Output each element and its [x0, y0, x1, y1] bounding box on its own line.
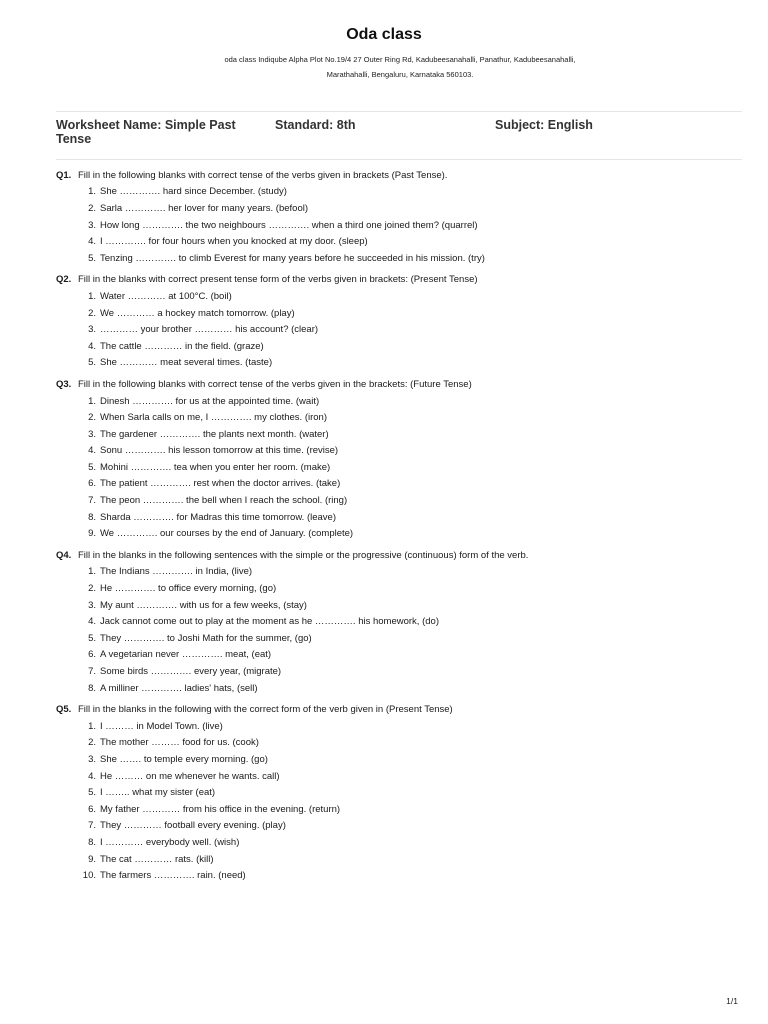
question-block [56, 167, 742, 267]
question-list [56, 167, 742, 884]
item-text: She ……. to temple every morning. (go) [100, 753, 268, 765]
item-number: 2. [88, 737, 96, 749]
item-text: Sharda …………. for Madras this time tomorrow. (leave) [100, 511, 336, 523]
question-item [56, 735, 742, 752]
question-item [56, 784, 742, 801]
item-text: The peon …………. the bell when I reach the school. (ring) [100, 495, 348, 507]
item-number: 1. [88, 395, 96, 407]
question-item [56, 509, 742, 526]
worksheet-name: Worksheet Name: Simple Past Tense [56, 118, 236, 146]
item-text: Dinesh …………. for us at the appointed time. (wait) [100, 395, 320, 407]
question-item [56, 250, 742, 267]
item-text: My aunt …………. with us for a few weeks, (stay) [100, 599, 307, 611]
question-item [56, 443, 742, 460]
item-number: 3. [88, 428, 96, 440]
standard: Standard: 8th [275, 118, 356, 132]
item-text: The Indians …………. in India, (live) [100, 566, 253, 578]
item-text: The patient …………. rest when the doctor arrives. (take) [100, 478, 341, 490]
item-text: How long …………. the two neighbours …………. when a third one joined them? (quarrel) [100, 219, 478, 231]
question-instruction: Fill in the following blanks with correct tense of the verbs given in brackets (Past Tense). [78, 169, 448, 181]
item-number: 4. [88, 770, 96, 782]
item-number: 2. [88, 583, 96, 595]
item-number: 3. [88, 753, 96, 765]
item-number: 8. [88, 836, 96, 848]
item-text: They ………… football every evening. (play) [100, 820, 286, 832]
question-number: Q2. [56, 274, 72, 286]
top-divider [56, 111, 742, 112]
item-number: 1. [88, 186, 96, 198]
question-block [56, 272, 742, 372]
question-block [56, 376, 742, 542]
item-text: The cat ………… rats. (kill) [100, 853, 214, 865]
question-item [56, 217, 742, 234]
question-items [56, 288, 742, 371]
question-item [56, 233, 742, 250]
item-number: 5. [88, 787, 96, 799]
page-title: Oda class [346, 26, 422, 43]
item-number: 2. [88, 307, 96, 319]
subject: Subject: English [495, 118, 593, 132]
item-text: I …………. for four hours when you knocked at my door. (sleep) [100, 236, 368, 248]
address-line-1: oda class Indiqube Alpha Plot No.19/4 27 Outer Ring Rd, Kadubeesanahalli, Panathur, Kadubeesanahalli, [224, 55, 576, 64]
item-text: He ……… on me whenever he wants. call) [100, 770, 280, 782]
question-item [56, 321, 742, 338]
question-items [56, 564, 742, 697]
question-item [56, 409, 742, 426]
question-number: Q3. [56, 378, 72, 390]
item-number: 5. [88, 632, 96, 644]
item-number: 1. [88, 290, 96, 302]
item-number: 2. [88, 412, 96, 424]
item-text: Mohini …………. tea when you enter her room. (make) [100, 461, 331, 473]
item-text: They …………. to Joshi Math for the summer, (go) [100, 632, 312, 644]
item-text: Some birds …………. every year, (migrate) [100, 666, 282, 678]
item-number: 2. [88, 202, 96, 214]
meta-divider [56, 159, 742, 160]
question-item [56, 613, 742, 630]
item-text: I ………… everybody well. (wish) [100, 836, 240, 848]
question-item [56, 818, 742, 835]
page-number: 1/1 [726, 996, 738, 1006]
item-number: 7. [88, 666, 96, 678]
item-number: 4. [88, 340, 96, 352]
item-number: 6. [88, 649, 96, 661]
question-item [56, 184, 742, 201]
question-item [56, 680, 742, 697]
item-number: 9. [88, 528, 96, 540]
question-item [56, 597, 742, 614]
item-number: 4. [88, 445, 96, 457]
question-items [56, 184, 742, 267]
item-number: 5. [88, 461, 96, 473]
item-text: When Sarla calls on me, I …………. my clothes. (iron) [100, 412, 328, 424]
question-item [56, 305, 742, 322]
question-item [56, 459, 742, 476]
question-item [56, 630, 742, 647]
item-text: Tenzing …………. to climb Everest for many years before he succeeded in his mission. (try) [100, 252, 485, 264]
question-item [56, 355, 742, 372]
question-item [56, 647, 742, 664]
address [180, 53, 620, 82]
question-item [56, 834, 742, 851]
item-text: ………… your brother ………… his account? (clear) [100, 324, 319, 336]
item-number: 10. [82, 870, 96, 882]
question-item [56, 393, 742, 410]
question-number: Q1. [56, 169, 72, 181]
question-item [56, 525, 742, 542]
item-number: 5. [88, 357, 96, 369]
question-header [56, 272, 742, 289]
question-header [56, 167, 742, 184]
question-header [56, 547, 742, 564]
item-text: We …………. our courses by the end of January. (complete) [100, 528, 354, 540]
question-number: Q5. [56, 704, 72, 716]
item-text: Sonu …………. his lesson tomorrow at this time. (revise) [100, 445, 339, 457]
item-text: The cattle ………… in the field. (graze) [100, 340, 264, 352]
question-item [56, 564, 742, 581]
question-item [56, 580, 742, 597]
item-text: We ………… a hockey match tomorrow. (play) [100, 307, 295, 319]
item-number: 6. [88, 803, 96, 815]
question-item [56, 768, 742, 785]
item-text: A milliner …………. ladies' hats, (sell) [100, 682, 258, 694]
item-number: 4. [88, 236, 96, 248]
item-text: My father ………… from his office in the evening. (return) [100, 803, 341, 815]
item-text: The farmers …………. rain. (need) [100, 870, 246, 882]
item-text: She ………… meat several times. (taste) [100, 357, 273, 369]
item-text: Water ………… at 100°C. (boil) [100, 290, 232, 302]
item-number: 7. [88, 820, 96, 832]
question-item [56, 426, 742, 443]
question-item [56, 867, 742, 884]
item-text: Jack cannot come out to play at the moment as he …………. his homework, (do) [100, 616, 439, 628]
item-number: 1. [88, 720, 96, 732]
item-text: She …………. hard since December. (study) [100, 186, 287, 198]
item-text: Sarla …………. her lover for many years. (befool) [100, 202, 309, 214]
question-instruction: Fill in the following blanks with correct tense of the verbs given in the brackets: (Future Tense) [78, 378, 472, 390]
item-text: The mother ……… food for us. (cook) [100, 737, 259, 749]
item-number: 8. [88, 682, 96, 694]
address-line-2: Marathahalli, Bengaluru, Karnataka 560103. [326, 69, 474, 79]
item-text: He …………. to office every morning, (go) [100, 583, 277, 595]
question-instruction: Fill in the blanks with correct present tense form of the verbs given in brackets: (Present Tense) [78, 274, 478, 286]
item-number: 6. [88, 478, 96, 490]
item-text: I …….. what my sister (eat) [100, 787, 216, 799]
question-item [56, 801, 742, 818]
item-number: 3. [88, 219, 96, 231]
item-number: 3. [88, 599, 96, 611]
item-number: 8. [88, 511, 96, 523]
item-number: 9. [88, 853, 96, 865]
question-item [56, 200, 742, 217]
question-items [56, 393, 742, 542]
question-block [56, 547, 742, 696]
question-item [56, 751, 742, 768]
question-item [56, 718, 742, 735]
question-items [56, 718, 742, 884]
question-instruction: Fill in the blanks in the following with the correct form of the verb given in (Present Tense) [78, 704, 453, 716]
question-item [56, 338, 742, 355]
item-number: 4. [88, 616, 96, 628]
question-instruction: Fill in the blanks in the following sentences with the simple or the progressive (continuous) form of the verb. [78, 549, 529, 561]
item-number: 3. [88, 324, 96, 336]
question-number: Q4. [56, 549, 72, 561]
item-text: A vegetarian never …………. meat, (eat) [100, 649, 272, 661]
item-number: 1. [88, 566, 96, 578]
question-item [56, 288, 742, 305]
item-text: I ……… in Model Town. (live) [100, 720, 223, 732]
question-header [56, 701, 742, 718]
item-text: The gardener …………. the plants next month. (water) [100, 428, 329, 440]
question-item [56, 476, 742, 493]
question-item [56, 663, 742, 680]
question-item [56, 492, 742, 509]
question-item [56, 851, 742, 868]
item-number: 5. [88, 252, 96, 264]
question-block [56, 701, 742, 884]
item-number: 7. [88, 495, 96, 507]
question-header [56, 376, 742, 393]
